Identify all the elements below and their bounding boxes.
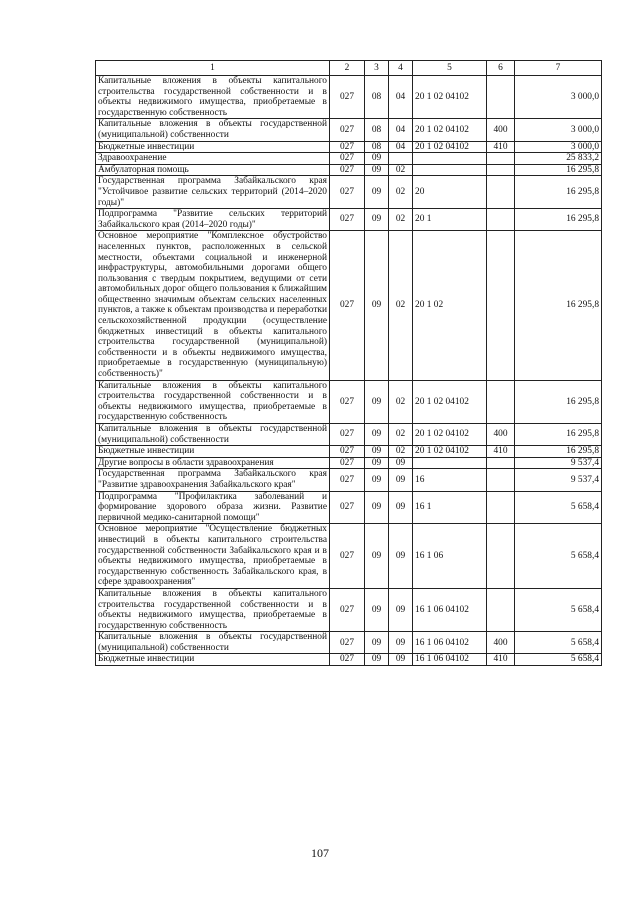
target-article-cell: 16 1 06 04102 (413, 654, 487, 666)
section-cell: 08 (365, 141, 389, 153)
section-cell: 08 (365, 76, 389, 119)
header-col-4: 4 (389, 61, 413, 76)
section-cell: 09 (365, 524, 389, 589)
target-article-cell: 20 1 02 (413, 231, 487, 380)
section-cell: 09 (365, 469, 389, 491)
expense-type-cell (487, 231, 515, 380)
gr-code-cell: 027 (330, 588, 365, 631)
gr-code-cell: 027 (330, 380, 365, 423)
target-article-cell: 20 1 02 04102 (413, 424, 487, 446)
table-row (96, 446, 602, 458)
header-row (96, 61, 602, 76)
expense-type-cell: 410 (487, 654, 515, 666)
section-cell: 09 (365, 380, 389, 423)
subsection-cell: 04 (389, 76, 413, 119)
page-number: 107 (311, 846, 329, 860)
target-article-cell: 16 1 06 (413, 524, 487, 589)
expense-type-cell (487, 524, 515, 589)
section-cell: 09 (365, 588, 389, 631)
amount-cell: 16 295,8 (515, 380, 602, 423)
table-row (96, 469, 602, 491)
section-cell: 09 (365, 424, 389, 446)
gr-code-cell: 027 (330, 176, 365, 209)
header-col-3: 3 (365, 61, 389, 76)
row-name-cell: Капитальные вложения в объекты государственной (муниципальной) собственности (96, 632, 330, 654)
row-name-cell: Подпрограмма "Развитие сельских территорий Забайкальского края (2014–2020 годы)" (96, 209, 330, 231)
table-row (96, 231, 602, 380)
section-cell: 09 (365, 491, 389, 524)
gr-code-cell: 027 (330, 209, 365, 231)
table-body (96, 76, 602, 666)
section-cell: 09 (365, 209, 389, 231)
amount-cell: 16 295,8 (515, 209, 602, 231)
row-name-cell: Основное мероприятие "Комплексное обустройство населенных пунктов, расположенных в сельской местности, объектами социальной и инженерной инфраструктуры, автомобильными дорогами общего пользования с твердым покрытием, ведущими от сети автомобильных дорог общего пользования к ближайшим общественно значимым объектам сельских населенных пунктов, а также к объектам производства и переработки сельскохозяйственной продукции (осуществление бюджетных инвестиций в объекты капитального строительства государственной (муниципальной) собственности и в объекты недвижимого имущества, приобретаемые в государственную (муниципальную) собственность)" (96, 231, 330, 380)
subsection-cell: 02 (389, 176, 413, 209)
subsection-cell: 02 (389, 164, 413, 176)
expense-type-cell (487, 380, 515, 423)
section-cell: 09 (365, 654, 389, 666)
expense-type-cell (487, 457, 515, 469)
table-row (96, 141, 602, 153)
row-name-cell: Бюджетные инвестиции (96, 654, 330, 666)
table-row (96, 424, 602, 446)
header-col-5: 5 (413, 61, 487, 76)
target-article-cell: 20 1 (413, 209, 487, 231)
target-article-cell: 20 1 02 04102 (413, 380, 487, 423)
amount-cell: 9 537,4 (515, 457, 602, 469)
section-cell: 09 (365, 632, 389, 654)
row-name-cell: Здравоохранение (96, 153, 330, 165)
target-article-cell (413, 153, 487, 165)
row-name-cell: Основное мероприятие "Осуществление бюджетных инвестиций в объекты капитального строительства государственной собственности Забайкальского края и в объекты недвижимого имущества, приобретаемые в государственную собственность Забайкальского края, в сфере здравоохранения" (96, 524, 330, 589)
target-article-cell: 20 1 02 04102 (413, 141, 487, 153)
subsection-cell: 09 (389, 469, 413, 491)
header-col-6: 6 (487, 61, 515, 76)
target-article-cell: 20 (413, 176, 487, 209)
gr-code-cell: 027 (330, 164, 365, 176)
header-col-7: 7 (515, 61, 602, 76)
table-row (96, 153, 602, 165)
subsection-cell (389, 153, 413, 165)
row-name-cell: Государственная программа Забайкальского края "Устойчивое развитие сельских территорий (2014–2020 годы)" (96, 176, 330, 209)
table-row (96, 76, 602, 119)
amount-cell: 3 000,0 (515, 141, 602, 153)
budget-table (95, 60, 602, 666)
header-col-2: 2 (330, 61, 365, 76)
target-article-cell: 20 1 02 04102 (413, 446, 487, 458)
gr-code-cell: 027 (330, 491, 365, 524)
section-cell: 08 (365, 119, 389, 141)
subsection-cell: 04 (389, 119, 413, 141)
table-row (96, 491, 602, 524)
amount-cell: 16 295,8 (515, 424, 602, 446)
subsection-cell: 09 (389, 491, 413, 524)
gr-code-cell: 027 (330, 654, 365, 666)
target-article-cell: 20 1 02 04102 (413, 76, 487, 119)
subsection-cell: 02 (389, 231, 413, 380)
gr-code-cell: 027 (330, 524, 365, 589)
expense-type-cell (487, 153, 515, 165)
row-name-cell: Подпрограмма "Профилактика заболеваний и формирование здорового образа жизни. Развитие первичной медико-санитарной помощи" (96, 491, 330, 524)
section-cell: 09 (365, 153, 389, 165)
expense-type-cell (487, 76, 515, 119)
expense-type-cell (487, 491, 515, 524)
subsection-cell: 09 (389, 588, 413, 631)
subsection-cell: 04 (389, 141, 413, 153)
section-cell: 09 (365, 176, 389, 209)
table-row (96, 588, 602, 631)
subsection-cell: 02 (389, 446, 413, 458)
target-article-cell (413, 164, 487, 176)
target-article-cell: 16 1 06 04102 (413, 588, 487, 631)
row-name-cell: Капитальные вложения в объекты капитального строительства государственной собственности и в объекты недвижимого имущества, приобретаемые в государственную собственность (96, 380, 330, 423)
table-row (96, 209, 602, 231)
table-row (96, 380, 602, 423)
table-row (96, 457, 602, 469)
expense-type-cell: 400 (487, 632, 515, 654)
row-name-cell: Государственная программа Забайкальского края "Развитие здравоохранения Забайкальского края" (96, 469, 330, 491)
expense-type-cell: 400 (487, 119, 515, 141)
row-name-cell: Капитальные вложения в объекты государственной (муниципальной) собственности (96, 424, 330, 446)
amount-cell: 3 000,0 (515, 119, 602, 141)
row-name-cell: Другие вопросы в области здравоохранения (96, 457, 330, 469)
target-article-cell: 16 (413, 469, 487, 491)
amount-cell: 5 658,4 (515, 524, 602, 589)
row-name-cell: Капитальные вложения в объекты капитального строительства государственной собственности и в объекты недвижимого имущества, приобретаемые в государственную собственность (96, 76, 330, 119)
gr-code-cell: 027 (330, 424, 365, 446)
subsection-cell: 09 (389, 457, 413, 469)
gr-code-cell: 027 (330, 153, 365, 165)
subsection-cell: 02 (389, 424, 413, 446)
subsection-cell: 09 (389, 632, 413, 654)
subsection-cell: 09 (389, 524, 413, 589)
target-article-cell: 16 1 (413, 491, 487, 524)
expense-type-cell (487, 176, 515, 209)
section-cell: 09 (365, 231, 389, 380)
table-row (96, 654, 602, 666)
header-col-1: 1 (96, 61, 330, 76)
target-article-cell (413, 457, 487, 469)
section-cell: 09 (365, 164, 389, 176)
expense-type-cell (487, 588, 515, 631)
gr-code-cell: 027 (330, 141, 365, 153)
amount-cell: 16 295,8 (515, 231, 602, 380)
gr-code-cell: 027 (330, 119, 365, 141)
amount-cell: 9 537,4 (515, 469, 602, 491)
row-name-cell: Бюджетные инвестиции (96, 141, 330, 153)
amount-cell: 5 658,4 (515, 491, 602, 524)
amount-cell: 16 295,8 (515, 164, 602, 176)
expense-type-cell (487, 164, 515, 176)
section-cell: 09 (365, 446, 389, 458)
gr-code-cell: 027 (330, 446, 365, 458)
table-header (96, 61, 602, 76)
row-name-cell: Бюджетные инвестиции (96, 446, 330, 458)
gr-code-cell: 027 (330, 457, 365, 469)
row-name-cell: Капитальные вложения в объекты капитального строительства государственной собственности и в объекты недвижимого имущества, приобретаемые в государственную собственность (96, 588, 330, 631)
gr-code-cell: 027 (330, 76, 365, 119)
subsection-cell: 02 (389, 380, 413, 423)
gr-code-cell: 027 (330, 231, 365, 380)
target-article-cell: 20 1 02 04102 (413, 119, 487, 141)
amount-cell: 5 658,4 (515, 632, 602, 654)
gr-code-cell: 027 (330, 469, 365, 491)
subsection-cell: 02 (389, 209, 413, 231)
section-cell: 09 (365, 457, 389, 469)
row-name-cell: Амбулаторная помощь (96, 164, 330, 176)
expense-type-cell (487, 209, 515, 231)
row-name-cell: Капитальные вложения в объекты государственной (муниципальной) собственности (96, 119, 330, 141)
target-article-cell: 16 1 06 04102 (413, 632, 487, 654)
expense-type-cell: 400 (487, 424, 515, 446)
amount-cell: 5 658,4 (515, 588, 602, 631)
subsection-cell: 09 (389, 654, 413, 666)
expense-type-cell (487, 469, 515, 491)
expense-type-cell: 410 (487, 141, 515, 153)
table-row (96, 524, 602, 589)
amount-cell: 25 833,2 (515, 153, 602, 165)
amount-cell: 3 000,0 (515, 76, 602, 119)
amount-cell: 5 658,4 (515, 654, 602, 666)
table-row (96, 632, 602, 654)
table-row (96, 164, 602, 176)
table-row (96, 119, 602, 141)
expense-type-cell: 410 (487, 446, 515, 458)
gr-code-cell: 027 (330, 632, 365, 654)
table-row (96, 176, 602, 209)
amount-cell: 16 295,8 (515, 446, 602, 458)
amount-cell: 16 295,8 (515, 176, 602, 209)
